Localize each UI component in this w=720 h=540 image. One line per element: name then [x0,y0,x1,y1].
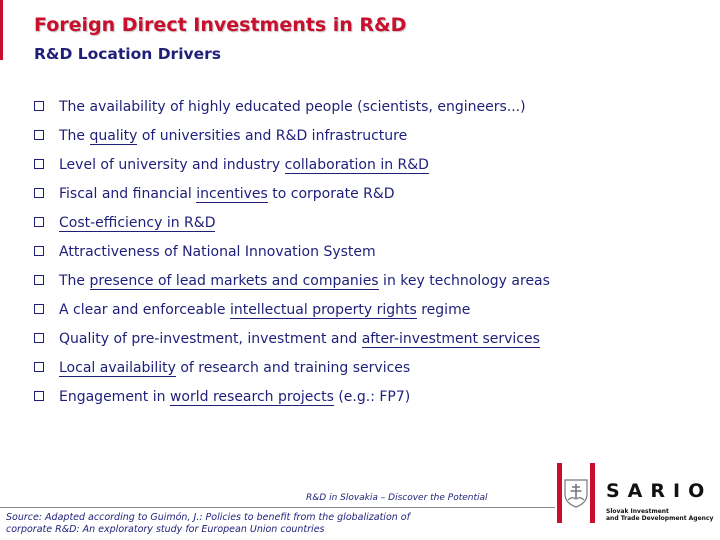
text-fragment: (e.g.: FP7) [333,388,411,405]
list-item-text [59,128,407,144]
list-item [34,208,550,237]
list-item-text [59,302,470,318]
text-fragment: Fiscal and financial [59,185,197,202]
checkbox-square-icon [34,362,44,372]
list-item-text [59,186,395,202]
list-item [34,353,550,382]
list-item [34,382,550,411]
list-item-text [59,331,540,347]
text-fragment: Level of university and industry [59,156,285,173]
source-note [6,512,476,536]
source-line-2: corporate R&D: An exploratory study for European Union countries [6,524,325,535]
list-item [34,237,550,266]
underlined-phrase: Local availability [59,359,176,376]
underlined-phrase: intellectual property rights [229,301,417,318]
text-fragment: to corporate R&D [267,185,395,202]
page-subtitle: R&D Location Drivers [34,45,221,63]
underlined-phrase: world research projects [169,388,334,405]
footer-tagline: R&D in Slovakia – Discover the Potential [306,493,488,503]
list-item [34,150,550,179]
text-fragment: A clear and enforceable [59,301,230,318]
checkbox-square-icon [34,304,44,314]
sario-logo-subtitle [606,508,713,522]
logo-divider-left [557,463,562,523]
list-item [34,295,550,324]
checkbox-square-icon [34,333,44,343]
list-item-text [59,215,215,231]
list-item [34,121,550,150]
list-item [34,266,550,295]
logo-divider-right [590,463,595,523]
drivers-list [34,92,550,411]
list-item-text [59,99,526,115]
checkbox-square-icon [34,391,44,401]
checkbox-square-icon [34,246,44,256]
list-item-text [59,273,550,289]
text-fragment: Engagement in [59,388,170,405]
underlined-phrase: Cost-efficiency in R&D [59,214,216,231]
list-item-text [59,157,429,173]
text-fragment: regime [416,301,471,318]
list-item [34,324,550,353]
list-item-text [59,389,410,405]
slovak-coat-of-arms-icon [563,478,589,508]
text-fragment: in key technology areas [378,272,550,289]
checkbox-square-icon [34,101,44,111]
checkbox-square-icon [34,188,44,198]
underlined-phrase: collaboration in R&D [284,156,429,173]
text-fragment: Quality of pre-investment, investment and [59,330,362,347]
footer-divider [0,507,555,508]
list-item [34,179,550,208]
source-line-1: Source: Adapted according to Guimón, J.: Policies to benefit from the globalization of [6,512,410,523]
logo-sub-line-1: Slovak Investment [606,508,669,515]
list-item [34,92,550,121]
list-item-text [59,244,376,260]
sario-logo: SARIO [606,480,713,502]
text-fragment: The availability of highly educated people (scientists, engineers...) [59,98,526,115]
underlined-phrase: after-investment services [361,330,540,347]
text-fragment: Attractiveness of National Innovation System [59,243,376,260]
checkbox-square-icon [34,130,44,140]
checkbox-square-icon [34,217,44,227]
text-fragment: of universities and R&D infrastructure [137,127,408,144]
text-fragment: of research and training services [175,359,411,376]
checkbox-square-icon [34,159,44,169]
text-fragment: The [59,272,90,289]
header-accent-bar [0,0,3,60]
underlined-phrase: quality [89,127,138,144]
list-item-text [59,360,410,376]
underlined-phrase: incentives [196,185,268,202]
checkbox-square-icon [34,275,44,285]
page-title: Foreign Direct Investments in R&D [34,14,407,36]
underlined-phrase: presence of lead markets and companies [89,272,379,289]
text-fragment: The [59,127,90,144]
logo-sub-line-2: and Trade Development Agency [606,515,714,522]
